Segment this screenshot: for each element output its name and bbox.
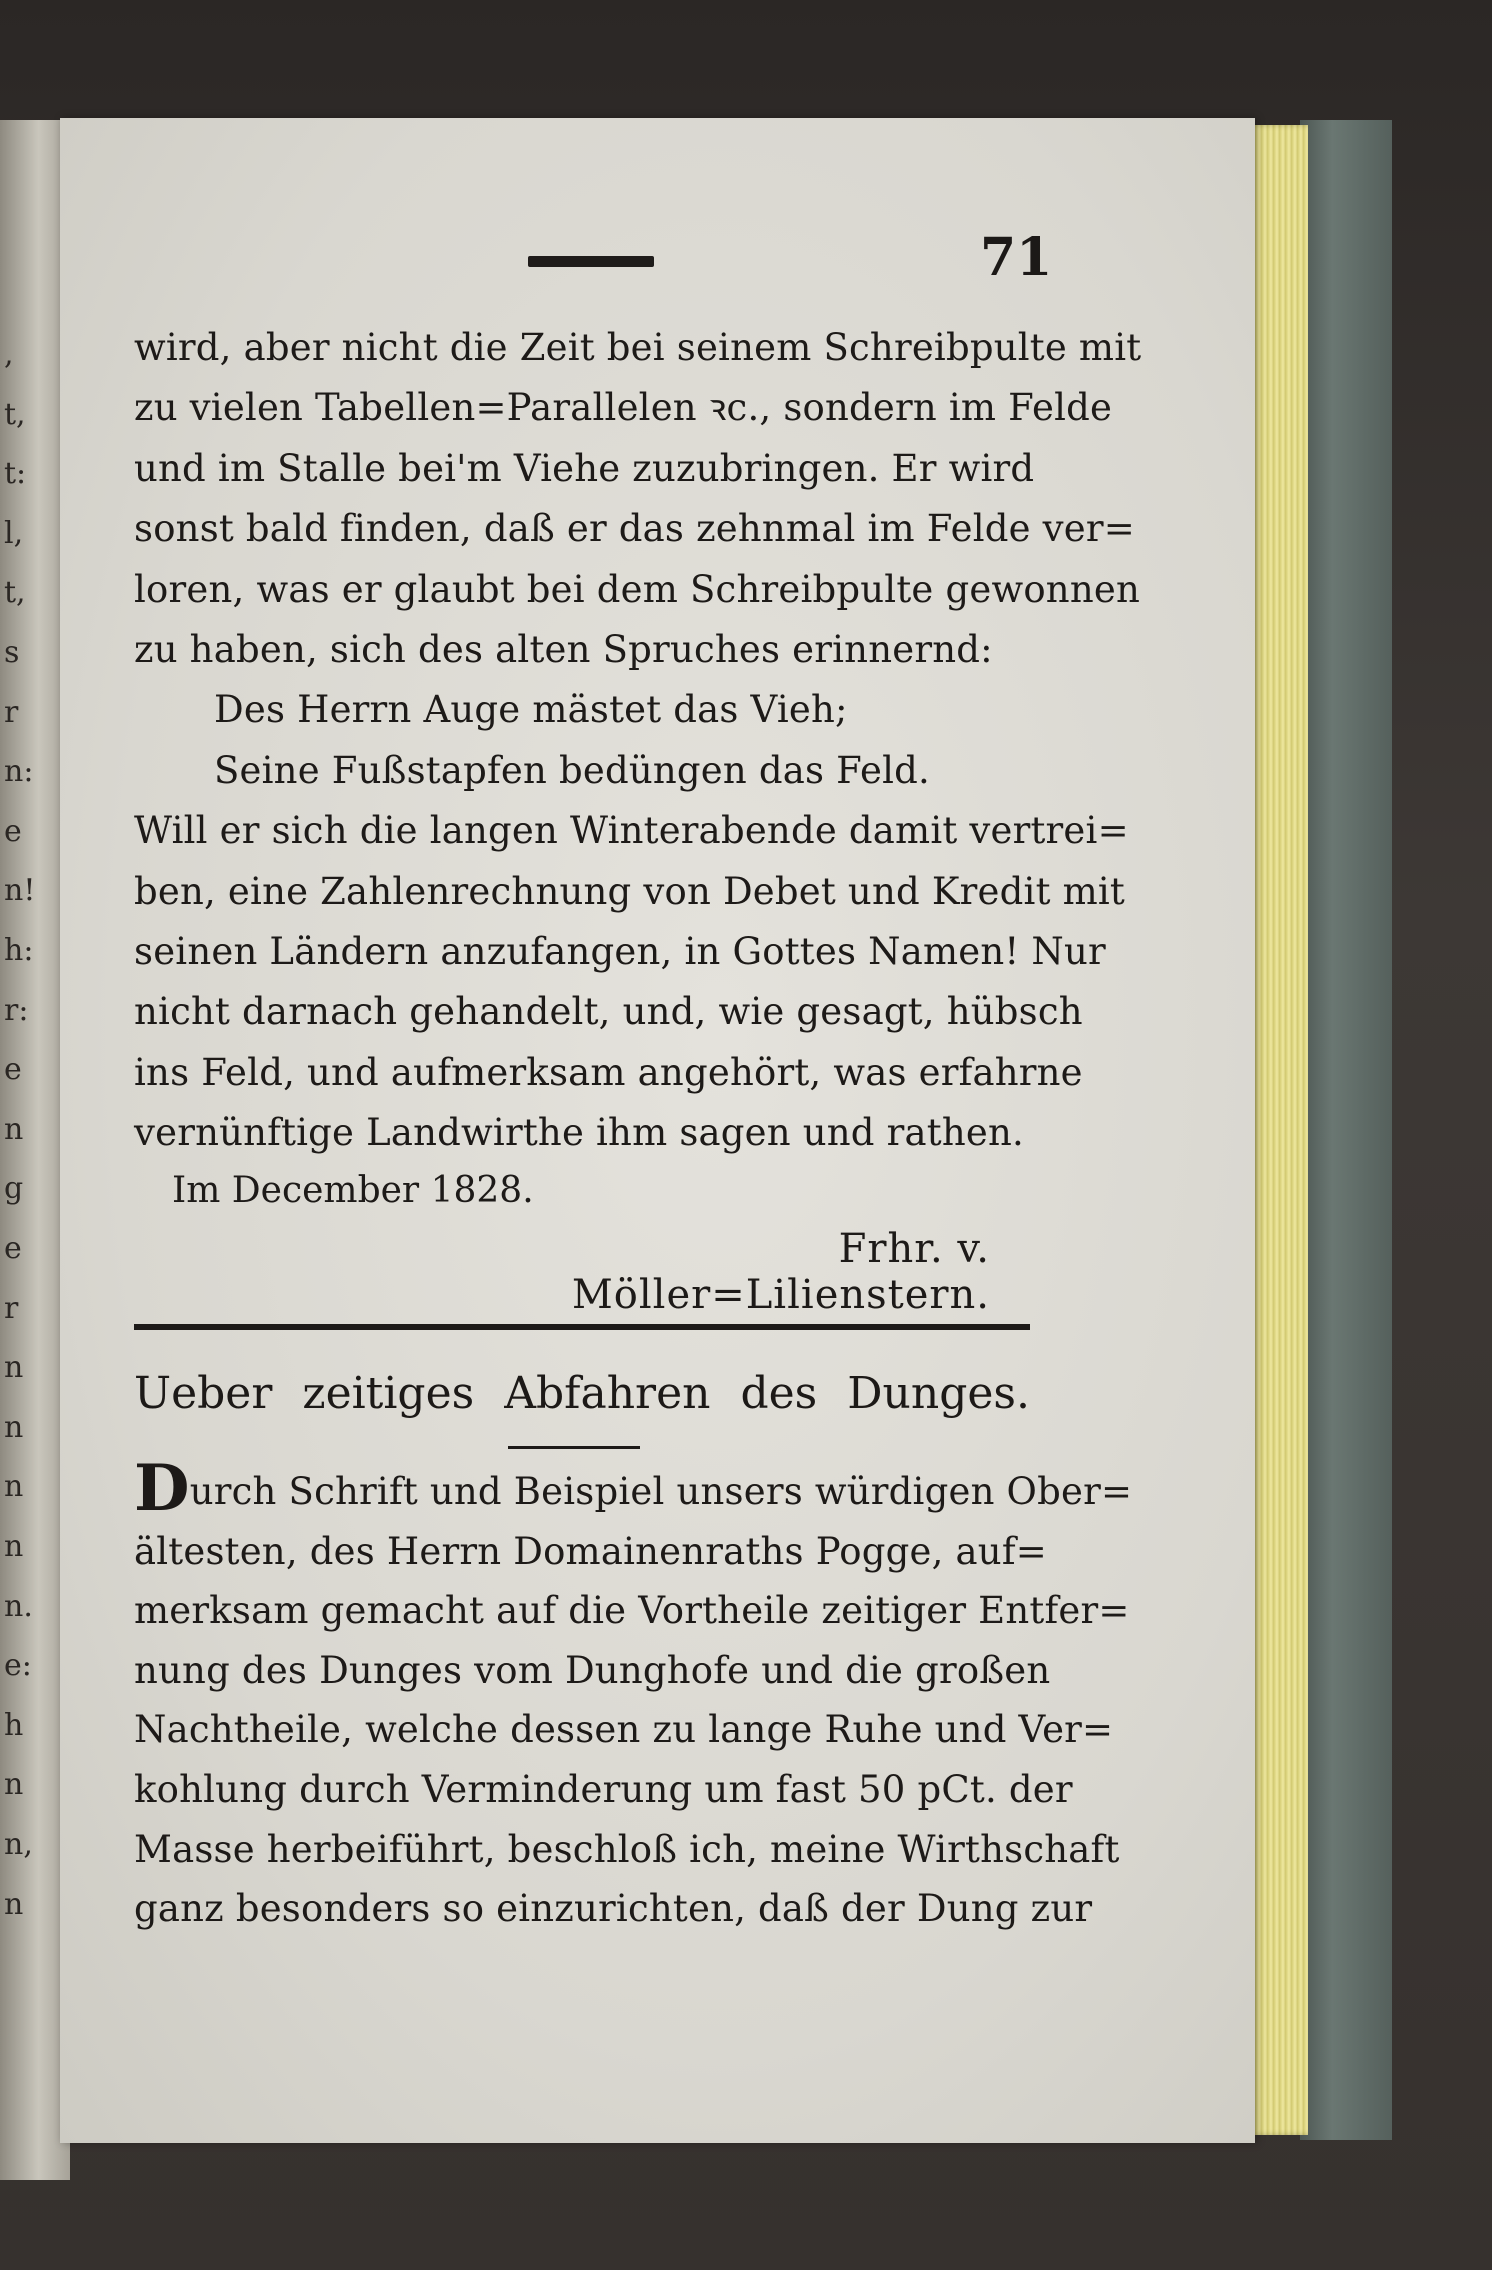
left-page-fragment: n xyxy=(4,1767,24,1803)
left-page-fragment: t, xyxy=(4,575,26,611)
left-page-fragment: h xyxy=(4,1707,24,1743)
text-line: kohlung durch Verminderung um fast 50 pCt. der xyxy=(134,1767,1073,1811)
left-page-fragment: n xyxy=(4,1350,24,1386)
text-line: zu vielen Tabellen=Parallelen ꝛc., sondern im Felde xyxy=(134,386,1113,430)
drop-cap: D xyxy=(134,1451,190,1526)
left-page-fragment: n xyxy=(4,1886,24,1922)
left-page-fragment: n! xyxy=(4,873,36,909)
previous-section-text xyxy=(134,318,1142,1163)
left-page-fragment: n xyxy=(4,1111,24,1147)
text-line: ins Feld, und aufmerksam angehört, was erfahrne xyxy=(134,1050,1083,1094)
left-page-fragment: e xyxy=(4,813,22,849)
book-cover xyxy=(1300,120,1392,2140)
text-line: Masse herbeiführt, beschloß ich, meine Wirthschaft xyxy=(134,1827,1120,1871)
left-page-fragment: n xyxy=(4,1409,24,1445)
left-page-fragment: , xyxy=(4,337,14,372)
section-divider xyxy=(134,1324,1030,1330)
left-page-fragment: n: xyxy=(4,754,34,790)
page-number: 71 xyxy=(980,227,1053,288)
signature: Frhr. v. Möller=Lilienstern. xyxy=(571,1226,990,1318)
left-page-fragment: n xyxy=(4,1529,24,1564)
left-page-fragment: l, xyxy=(4,515,24,551)
left-page-fragment: t: xyxy=(4,456,27,492)
text-line: nung des Dunges vom Dunghofe und die großen xyxy=(134,1648,1051,1692)
text-line-rest: urch Schrift und Beispiel unsers würdigen Ober= xyxy=(189,1470,1133,1513)
text-line: ältesten, des Herrn Domainenraths Pogge, auf= xyxy=(134,1529,1047,1573)
text-line: merksam gemacht auf die Vortheile zeitiger Entfer= xyxy=(134,1589,1130,1633)
left-page-fragment: r xyxy=(4,694,19,730)
text-line: und im Stalle bei'm Viehe zuzubringen. Er wird xyxy=(134,446,1035,490)
header-ornament xyxy=(528,256,654,267)
text-line: sonst bald finden, daß er das zehnmal im Felde ver= xyxy=(134,507,1135,551)
left-page-fragment: e xyxy=(4,1231,22,1266)
left-page-fragment: e xyxy=(4,1052,22,1088)
left-page-fragment: n. xyxy=(4,1588,33,1624)
left-page-fragment: t, xyxy=(4,396,26,432)
left-page-fragment: g xyxy=(4,1171,24,1207)
text-line: zu haben, sich des alten Spruches erinnernd: xyxy=(134,627,993,671)
text-line: ganz besonders so einzurichten, daß der Dung zur xyxy=(134,1887,1093,1931)
title-underline xyxy=(508,1446,640,1449)
left-page-fragment: n xyxy=(4,1469,24,1505)
page-edges xyxy=(1250,125,1308,2135)
dateline: Im December 1828. xyxy=(172,1170,534,1211)
text-line: wird, aber nicht die Zeit bei seinem Schreibpulte mit xyxy=(134,326,1142,369)
text-line: vernünftige Landwirthe ihm sagen und rathen. xyxy=(134,1111,1024,1155)
verse-line: Des Herrn Auge mästet das Vieh; xyxy=(214,688,848,732)
text-line: nicht darnach gehandelt, und, wie gesagt, hübsch xyxy=(134,990,1083,1034)
left-page-fragment: r xyxy=(4,1290,19,1326)
text-line: loren, was er glaubt bei dem Schreibpulte gewonnen xyxy=(134,567,1140,611)
section-body-text xyxy=(134,1451,1133,1939)
text-line: seinen Ländern anzufangen, in Gottes Namen! Nur xyxy=(134,929,1106,973)
left-page-fragment: r: xyxy=(4,992,29,1028)
text-line: Nachtheile, welche dessen zu lange Ruhe und Ver= xyxy=(134,1708,1114,1752)
verse-line: Seine Fußstapfen bedüngen das Feld. xyxy=(214,748,930,792)
text-line: ben, eine Zahlenrechnung von Debet und Kredit mit xyxy=(134,869,1125,913)
text-line xyxy=(134,1451,1133,1526)
left-page-fragment: e: xyxy=(4,1648,32,1684)
section-title: Ueber zeitiges Abfahren des Dunges. xyxy=(134,1368,1030,1419)
left-page-fragment: h: xyxy=(4,933,34,968)
text-line: Will er sich die langen Winterabende damit vertrei= xyxy=(134,809,1129,853)
left-page-fragment: s xyxy=(4,635,20,670)
left-page-fragment: n, xyxy=(4,1827,33,1862)
